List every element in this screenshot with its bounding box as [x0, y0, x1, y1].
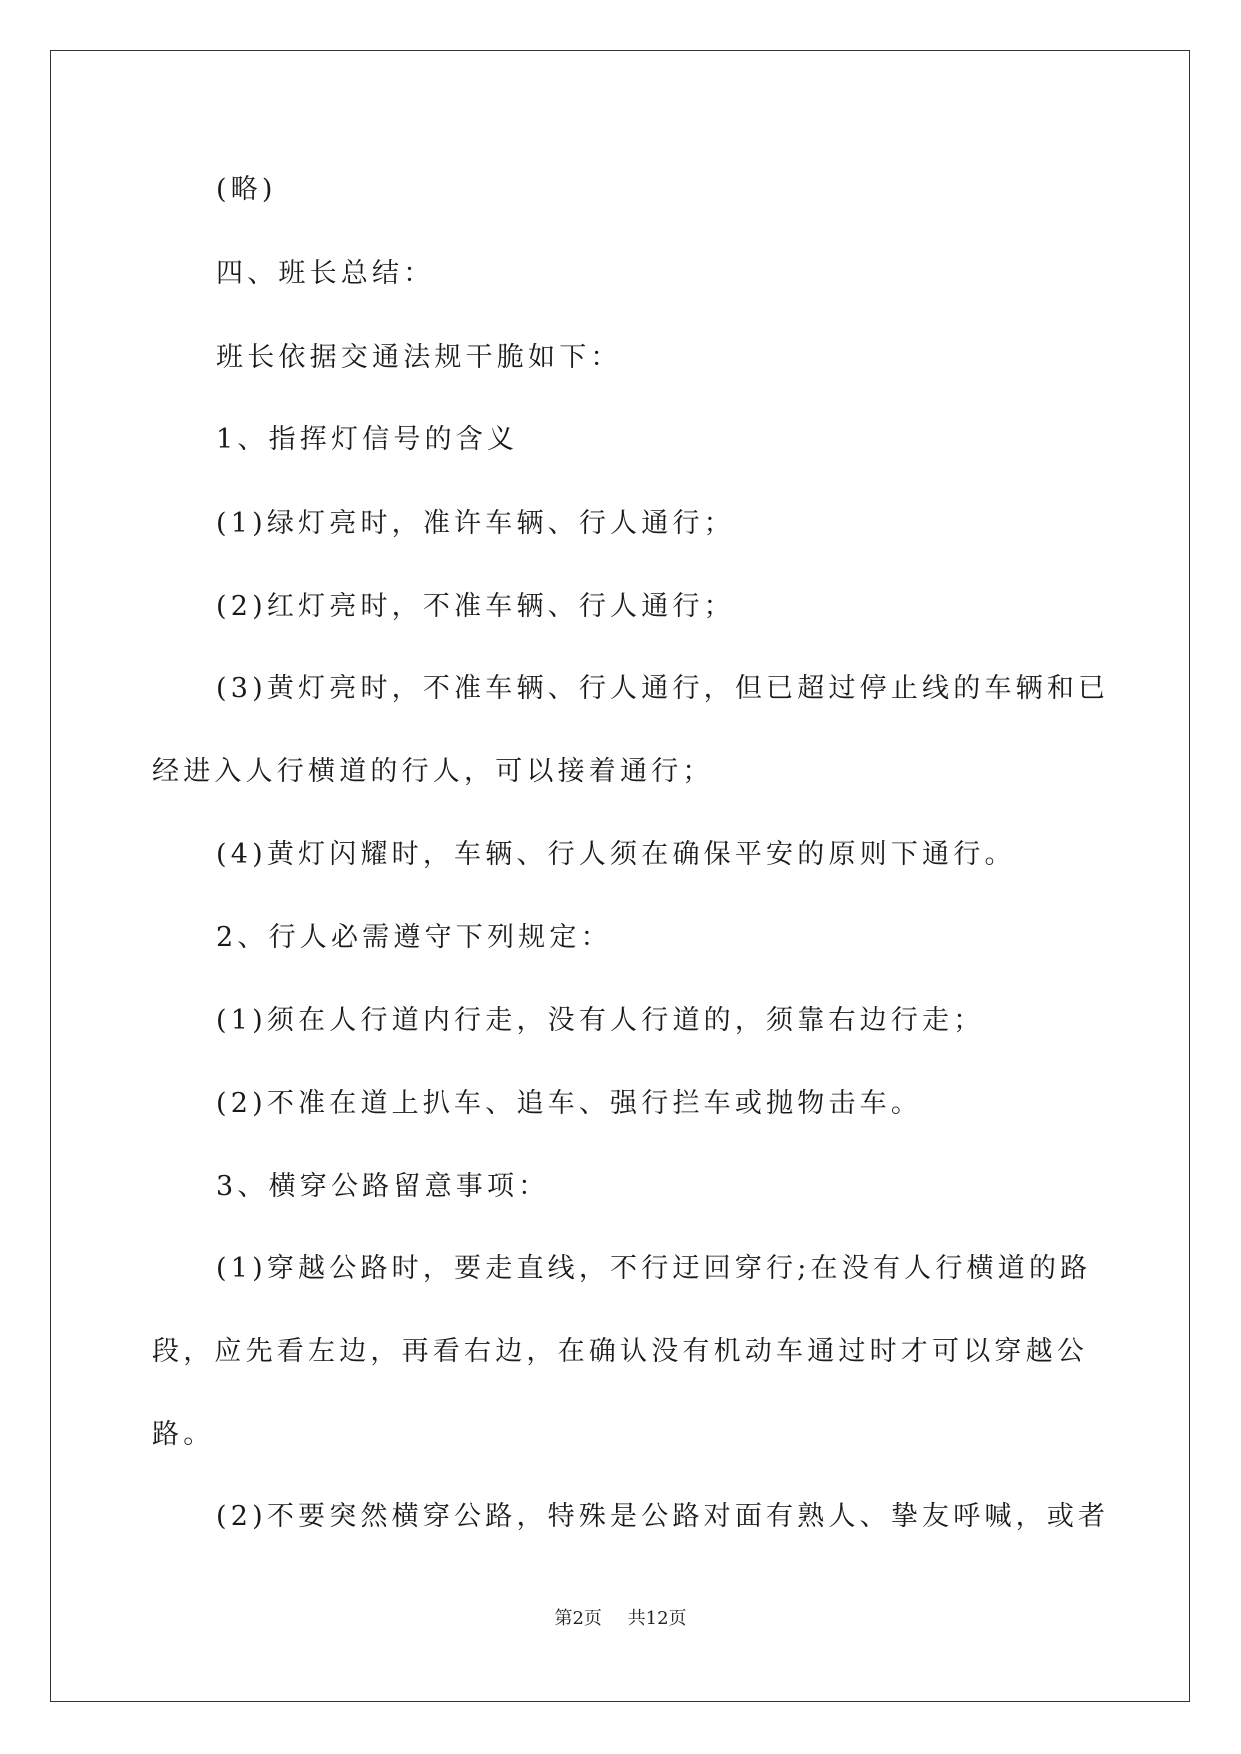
text-line: (2)红灯亮时，不准车辆、行人通行； [216, 591, 735, 622]
page-footer [0, 1608, 1241, 1630]
text-line: 路。 [152, 1419, 215, 1450]
text-line: (4)黄灯闪耀时，车辆、行人须在确保平安的原则下通行。 [216, 839, 1016, 870]
page-border [50, 50, 1190, 1702]
page-number: 第2页 [554, 1608, 602, 1629]
text-line: 班长依据交通法规干脆如下： [216, 342, 622, 373]
subsection-heading: 3、横穿公路留意事项： [216, 1171, 550, 1202]
subsection-heading: 2、行人必需遵守下列规定： [216, 922, 612, 953]
text-line: 段，应先看左边，再看右边，在确认没有机动车通过时才可以穿越公 [152, 1336, 1088, 1367]
text-line: 经进入人行横道的行人，可以接着通行； [152, 756, 714, 787]
subsection-heading: 1、指挥灯信号的含义 [216, 424, 519, 455]
text-line: (1)绿灯亮时，准许车辆、行人通行； [216, 508, 735, 539]
text-line: (2)不要突然横穿公路，特殊是公路对面有熟人、挚友呼喊，或者 [216, 1501, 1110, 1532]
section-heading: 四、班长总结： [216, 258, 435, 289]
page-total: 共12页 [627, 1608, 687, 1629]
text-line: (1)穿越公路时，要走直线，不行迂回穿行;在没有人行横道的路 [216, 1253, 1092, 1284]
text-line: (3)黄灯亮时，不准车辆、行人通行，但已超过停止线的车辆和已 [216, 673, 1110, 704]
text-line: (略) [216, 174, 277, 205]
text-line: (2)不准在道上扒车、追车、强行拦车或抛物击车。 [216, 1088, 923, 1119]
text-line: (1)须在人行道内行走，没有人行道的，须靠右边行走； [216, 1005, 985, 1036]
